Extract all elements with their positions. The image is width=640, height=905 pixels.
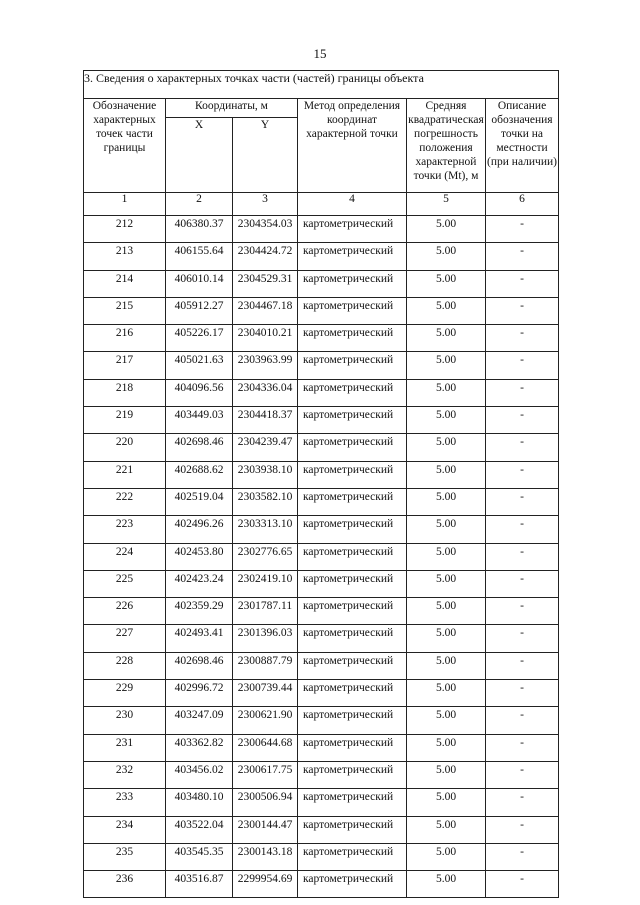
cell-x: 406155.64 [166,243,233,270]
table-row [84,598,559,625]
points-table [83,70,559,898]
cell-error: 5.00 [407,461,486,488]
cell-error: 5.00 [407,325,486,352]
table-row [84,543,559,570]
cell-description: - [486,652,559,679]
table-row [84,734,559,761]
cell-method: картометрический [298,461,407,488]
cell-description: - [486,707,559,734]
cell-y: 2304354.03 [233,216,298,243]
cell-description: - [486,625,559,652]
cell-method: картометрический [298,325,407,352]
cell-error: 5.00 [407,543,486,570]
cell-method: картометрический [298,843,407,870]
cell-error: 5.00 [407,270,486,297]
cell-description: - [486,543,559,570]
cell-method: картометрический [298,707,407,734]
cell-error: 5.00 [407,761,486,788]
cell-description: - [486,488,559,515]
table-body [84,216,559,898]
cell-description: - [486,570,559,597]
cell-y: 2299954.69 [233,871,298,898]
cell-x: 402698.46 [166,434,233,461]
cell-y: 2300644.68 [233,734,298,761]
cell-x: 403480.10 [166,789,233,816]
table-row [84,789,559,816]
table-row [84,488,559,515]
column-number: 1 [84,193,166,216]
cell-x: 402453.80 [166,543,233,570]
cell-method: картометрический [298,625,407,652]
column-number: 3 [233,193,298,216]
cell-method: картометрический [298,352,407,379]
cell-method: картометрический [298,434,407,461]
cell-y: 2303582.10 [233,488,298,515]
table-row [84,434,559,461]
table-row [84,652,559,679]
table-row [84,243,559,270]
cell-error: 5.00 [407,379,486,406]
cell-description: - [486,325,559,352]
cell-point: 225 [84,570,166,597]
cell-description: - [486,789,559,816]
cell-error: 5.00 [407,243,486,270]
cell-point: 217 [84,352,166,379]
cell-point: 230 [84,707,166,734]
cell-y: 2300621.90 [233,707,298,734]
cell-method: картометрический [298,270,407,297]
cell-x: 402423.24 [166,570,233,597]
header-error: Средняя квадратическая погрешность положения характерной точки (Mt), м [407,99,486,193]
cell-description: - [486,734,559,761]
cell-y: 2303313.10 [233,516,298,543]
cell-description: - [486,270,559,297]
cell-x: 405226.17 [166,325,233,352]
cell-point: 221 [84,461,166,488]
table-row [84,297,559,324]
header-y: Y [233,118,298,193]
cell-error: 5.00 [407,570,486,597]
cell-y: 2300143.18 [233,843,298,870]
cell-description: - [486,379,559,406]
cell-error: 5.00 [407,652,486,679]
cell-y: 2303963.99 [233,352,298,379]
table-row [84,625,559,652]
cell-x: 402996.72 [166,680,233,707]
cell-point: 219 [84,407,166,434]
table-row [84,707,559,734]
cell-point: 233 [84,789,166,816]
cell-error: 5.00 [407,407,486,434]
cell-description: - [486,243,559,270]
table-row [84,816,559,843]
header-coordinates: Координаты, м [166,99,298,118]
cell-y: 2304424.72 [233,243,298,270]
cell-description: - [486,297,559,324]
cell-error: 5.00 [407,216,486,243]
cell-method: картометрический [298,680,407,707]
cell-method: картометрический [298,243,407,270]
table-row [84,407,559,434]
table-row [84,461,559,488]
cell-point: 220 [84,434,166,461]
header-description: Описание обозначения точки на местности (при наличии) [486,99,559,193]
cell-y: 2300739.44 [233,680,298,707]
table-row [84,325,559,352]
table-row [84,843,559,870]
table-row [84,680,559,707]
column-number: 6 [486,193,559,216]
cell-x: 402496.26 [166,516,233,543]
cell-method: картометрический [298,734,407,761]
cell-y: 2301396.03 [233,625,298,652]
cell-description: - [486,461,559,488]
cell-description: - [486,761,559,788]
table-row [84,352,559,379]
cell-error: 5.00 [407,871,486,898]
cell-error: 5.00 [407,434,486,461]
cell-error: 5.00 [407,843,486,870]
cell-error: 5.00 [407,516,486,543]
cell-y: 2300617.75 [233,761,298,788]
table-row [84,761,559,788]
cell-error: 5.00 [407,816,486,843]
cell-x: 403247.09 [166,707,233,734]
cell-point: 235 [84,843,166,870]
cell-point: 222 [84,488,166,515]
cell-method: картометрический [298,816,407,843]
cell-point: 223 [84,516,166,543]
cell-description: - [486,352,559,379]
cell-point: 236 [84,871,166,898]
cell-x: 402519.04 [166,488,233,515]
cell-method: картометрический [298,543,407,570]
cell-method: картометрический [298,761,407,788]
cell-point: 214 [84,270,166,297]
cell-method: картометрический [298,407,407,434]
cell-error: 5.00 [407,734,486,761]
table-row [84,216,559,243]
column-number: 4 [298,193,407,216]
cell-y: 2304336.04 [233,379,298,406]
cell-point: 213 [84,243,166,270]
cell-y: 2300144.47 [233,816,298,843]
table-row [84,871,559,898]
cell-method: картометрический [298,297,407,324]
cell-x: 403545.35 [166,843,233,870]
column-number-row [84,193,559,216]
cell-y: 2304529.31 [233,270,298,297]
cell-point: 212 [84,216,166,243]
cell-point: 228 [84,652,166,679]
cell-method: картометрический [298,652,407,679]
cell-description: - [486,434,559,461]
cell-x: 403516.87 [166,871,233,898]
cell-x: 403362.82 [166,734,233,761]
table-row [84,516,559,543]
cell-y: 2304418.37 [233,407,298,434]
cell-y: 2300887.79 [233,652,298,679]
cell-x: 402688.62 [166,461,233,488]
cell-description: - [486,871,559,898]
cell-x: 405912.27 [166,297,233,324]
cell-x: 404096.56 [166,379,233,406]
cell-method: картометрический [298,379,407,406]
column-number: 5 [407,193,486,216]
cell-method: картометрический [298,871,407,898]
cell-point: 234 [84,816,166,843]
cell-error: 5.00 [407,625,486,652]
cell-x: 406010.14 [166,270,233,297]
cell-y: 2302419.10 [233,570,298,597]
cell-method: картометрический [298,216,407,243]
cell-point: 229 [84,680,166,707]
cell-x: 402698.46 [166,652,233,679]
table-row [84,379,559,406]
cell-error: 5.00 [407,707,486,734]
cell-y: 2301787.11 [233,598,298,625]
cell-error: 5.00 [407,352,486,379]
cell-error: 5.00 [407,598,486,625]
cell-point: 224 [84,543,166,570]
cell-description: - [486,516,559,543]
cell-x: 405021.63 [166,352,233,379]
table-row [84,270,559,297]
cell-point: 227 [84,625,166,652]
cell-y: 2304239.47 [233,434,298,461]
cell-description: - [486,407,559,434]
cell-description: - [486,843,559,870]
cell-error: 5.00 [407,488,486,515]
section-title: 3. Сведения о характерных точках части (частей) границы объекта [84,71,559,99]
column-number: 2 [166,193,233,216]
cell-error: 5.00 [407,680,486,707]
header-point: Обозначение характерных точек части границы [84,99,166,193]
cell-point: 215 [84,297,166,324]
cell-description: - [486,598,559,625]
cell-error: 5.00 [407,789,486,816]
header-x: X [166,118,233,193]
cell-y: 2304467.18 [233,297,298,324]
cell-y: 2302776.65 [233,543,298,570]
cell-method: картометрический [298,598,407,625]
cell-x: 403456.02 [166,761,233,788]
cell-y: 2304010.21 [233,325,298,352]
cell-description: - [486,680,559,707]
cell-point: 232 [84,761,166,788]
cell-point: 216 [84,325,166,352]
cell-point: 226 [84,598,166,625]
cell-x: 402359.29 [166,598,233,625]
table-row [84,570,559,597]
cell-y: 2300506.94 [233,789,298,816]
cell-x: 403449.03 [166,407,233,434]
cell-method: картометрический [298,516,407,543]
cell-point: 218 [84,379,166,406]
header-method: Метод определения координат характерной точки [298,99,407,193]
cell-description: - [486,216,559,243]
cell-error: 5.00 [407,297,486,324]
cell-method: картометрический [298,488,407,515]
page-number: 15 [313,46,327,61]
cell-x: 403522.04 [166,816,233,843]
cell-y: 2303938.10 [233,461,298,488]
cell-method: картометрический [298,570,407,597]
cell-x: 406380.37 [166,216,233,243]
cell-method: картометрический [298,789,407,816]
cell-point: 231 [84,734,166,761]
cell-x: 402493.41 [166,625,233,652]
cell-description: - [486,816,559,843]
